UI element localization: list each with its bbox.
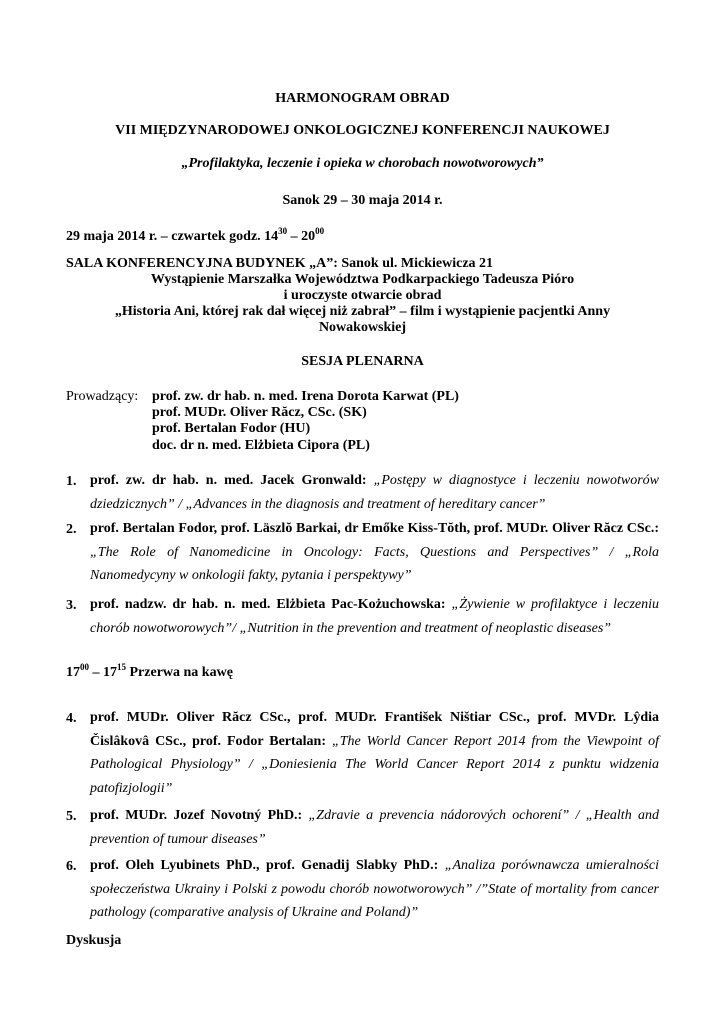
talk-speaker: prof. nadzw. dr hab. n. med. Elżbieta Pac-Kożuchowska: [90, 597, 446, 612]
talk-number: 2. [66, 522, 77, 537]
marshal-speech: Wystąpienie Marszałka Województwa Podkarpackiego Tadeusza Pióro [150, 272, 575, 287]
chair-item: prof. MUDr. Oliver Răcz, CSc. (SK) [152, 405, 367, 420]
talk-title: „Analiza porównawcza umieralności społeczeństwa Ukrainy i Polski z powodu chorób nowotworowych” /”State of mortality from cancer pathology (comparative analysis of Ukraine and Poland)” [90, 858, 659, 920]
talk-item [90, 517, 659, 588]
talk-item [90, 854, 659, 925]
film-line-cont: Nowakowskiej [318, 320, 407, 335]
conference-subtitle: „Profilaktyka, leczenie i opieka w chorobach nowotworowych” [181, 156, 544, 171]
talk-item [90, 804, 659, 851]
day-heading: 29 maja 2014 r. – czwartek godz. $14^{30} - 20^{00}$ [66, 226, 325, 244]
venue-line: SALA KONFERENCYJNA BUDYNEK „A”: Sanok ul. Mickiewicza 21 [66, 256, 494, 271]
talk-speaker: prof. Bertalan Fodor, prof. Läszlŏ Barkai, dr Emőke Kiss-Tŏth, prof. MUDr. Oliver Răcz CSc.: [90, 521, 659, 536]
talk-number: 6. [66, 859, 77, 874]
document-title: HARMONOGRAM OBRAD [275, 91, 450, 106]
chair-item: prof. Bertalan Fodor (HU) [152, 421, 311, 436]
talk-speaker: prof. MUDr. Oliver Răcz CSc., prof. MUDr. František Ništiar CSc., prof. MVDr. Lŷdia Čislâkovâ CSc., prof. Fodor Bertalan: [90, 710, 659, 749]
talk-title: „Zdravie a prevencia nádorových ochorení” / „Health and prevention of tumour diseases” [90, 808, 659, 847]
talk-speaker: prof. zw. dr hab. n. med. Jacek Gronwald: [90, 473, 367, 488]
discussion-label: Dyskusja [66, 933, 122, 948]
talk-number: 4. [66, 711, 77, 726]
talk-item [90, 469, 659, 516]
film-line: „Historia Ani, której rak dał więcej niż zabrał” – film i wystąpienie pacjentki Anny [114, 304, 611, 319]
place-and-date: Sanok 29 – 30 maja 2014 r. [282, 193, 443, 208]
talk-title: „The Role of Nanomedicine in Oncology: Facts, Questions and Perspectives” / „Rola Nanomedycyny w onkologii fakty, pytania i perspektywy” [90, 544, 659, 583]
talk-speaker: prof. MUDr. Jozef Novotný PhD.: [90, 808, 303, 823]
talk-speaker: prof. Oleh Lyubinets PhD., prof. Genadij Slabky PhD.: [90, 858, 439, 873]
talk-item [90, 706, 659, 800]
chair-label: Prowadzący: [66, 389, 139, 404]
talk-title: „Żywienie w profilaktyce i leczeniu chorób nowotworowych”/ „Nutrition in the prevention and treatment of neoplastic diseases” [90, 597, 659, 636]
coffee-break: $17^{00} - 17^{15}$ Przerwa na kawę [66, 662, 233, 680]
session-title: SESJA PLENARNA [301, 354, 424, 369]
chair-item: doc. dr n. med. Elżbieta Cipora (PL) [152, 438, 370, 453]
talk-title: „Postępy w diagnostyce i leczeniu nowotworów dziedzicznych” / „Advances in the diagnosis and treatment of hereditary cancer” [90, 473, 660, 512]
opening-ceremony: i uroczyste otwarcie obrad [283, 288, 442, 303]
talk-number: 3. [66, 598, 77, 613]
talk-number: 5. [66, 809, 77, 824]
conference-name: VII MIĘDZYNARODOWEJ ONKOLOGICZNEJ KONFERENCJI NAUKOWEJ [115, 123, 610, 138]
talk-item [90, 593, 659, 640]
chair-item: prof. zw. dr hab. n. med. Irena Dorota Karwat (PL) [152, 389, 459, 404]
talk-number: 1. [66, 474, 77, 489]
talk-title: „The World Cancer Report 2014 from the Viewpoint of Pathological Physiology” / „Doniesienia The World Cancer Report 2014 z punktu widzenia patofizjologii” [90, 733, 659, 796]
